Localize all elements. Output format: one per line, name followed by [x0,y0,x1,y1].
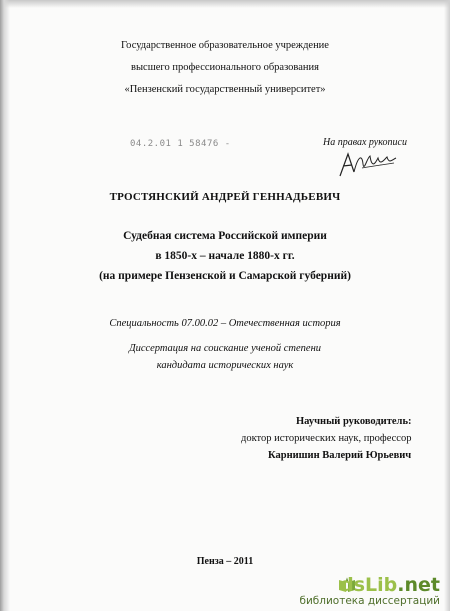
degree-line-1: Диссертация на соискание ученой степени [128,343,322,354]
place-year: Пенза – 2011 [196,556,254,567]
watermark-brand-light: dsLib [340,574,398,596]
institution-line-2: высшего профессионального образования [131,62,319,73]
dslib-watermark [299,575,440,607]
watermark-subtitle: библиотека диссертаций [299,595,440,607]
rights-note: На правах рукописи [323,137,407,148]
degree-line-2: кандидата исторических наук [156,360,294,371]
watermark-brand [299,575,440,595]
scan-shadow-top [0,0,450,8]
specialty: Специальность 07.00.02 – Отечественная история [109,318,341,329]
advisor-heading: Научный руководитель: [296,416,412,427]
institution-line-1: Государственное образовательное учреждение [121,40,329,51]
signature-icon [332,146,402,182]
watermark-brand-dark: .net [397,574,440,596]
institution-line-3: «Пензенский государственный университет» [124,84,326,95]
title-line-2: в 1850-х – начале 1880-х гг. [155,250,295,262]
title-line-1: Судебная система Российской империи [123,230,327,242]
advisor-credentials: доктор исторических наук, профессор [241,433,412,444]
registration-stamp: 04.2.01 1 58476 - [130,139,231,149]
advisor-name: Карнишин Валерий Юрьевич [268,450,412,461]
author-name: ТРОСТЯНСКИЙ АНДРЕЙ ГЕННАДЬЕВИЧ [109,191,341,203]
title-line-3: (на примере Пензенской и Самарской губерний) [99,270,351,282]
